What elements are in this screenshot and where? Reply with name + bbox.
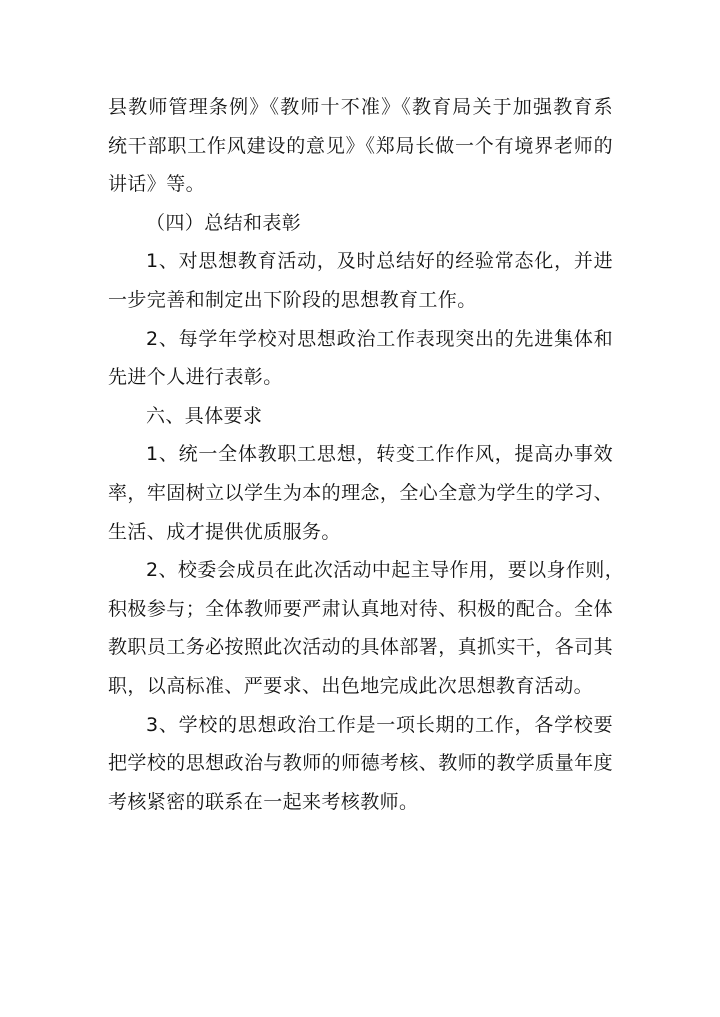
text-line: 考核紧密的联系在一起来考核教师。	[108, 790, 419, 813]
text-line: 讲话》等。	[108, 173, 206, 196]
text-line: 1、对思想教育活动，及时总结好的经验常态化，并进	[146, 250, 613, 273]
text-line: 教职员工务必按照此次活动的具体部署，真抓实干，各司其	[108, 636, 613, 659]
text-line: 六、具体要求	[146, 404, 263, 427]
text-line: 县教师管理条例》《教师十不准》《教育局关于加强教育系	[108, 96, 613, 118]
text-line: 生活、成才提供优质服务。	[108, 520, 341, 543]
document-body	[108, 88, 625, 821]
text-line: （四）总结和表彰	[146, 211, 302, 234]
text-line: 统干部职工作风建设的意见》《郑局长做一个有境界老师的	[108, 134, 613, 157]
text-line: 把学校的思想政治与教师的师德考核、教师的教学质量年度	[108, 752, 613, 775]
text-line: 积极参与；全体教师要严肃认真地对待、积极的配合。全体	[108, 597, 613, 620]
text-line: 一步完善和制定出下阶段的思想教育工作。	[108, 288, 477, 311]
text-line: 1、统一全体教职工思想，转变工作作风，提高办事效	[146, 443, 613, 466]
text-line: 率，牢固树立以学生为本的理念，全心全意为学生的学习、	[108, 481, 613, 504]
text-line: 3、学校的思想政治工作是一项长期的工作，各学校要	[146, 713, 613, 736]
text-line: 先进个人进行表彰。	[108, 366, 283, 389]
text-line: 2、每学年学校对思想政治工作表现突出的先进集体和	[146, 327, 613, 350]
text-line: 2、校委会成员在此次活动中起主导作用，要以身作则，	[146, 559, 625, 582]
text-line: 职，以高标准、严要求、出色地完成此次思想教育活动。	[108, 674, 594, 697]
